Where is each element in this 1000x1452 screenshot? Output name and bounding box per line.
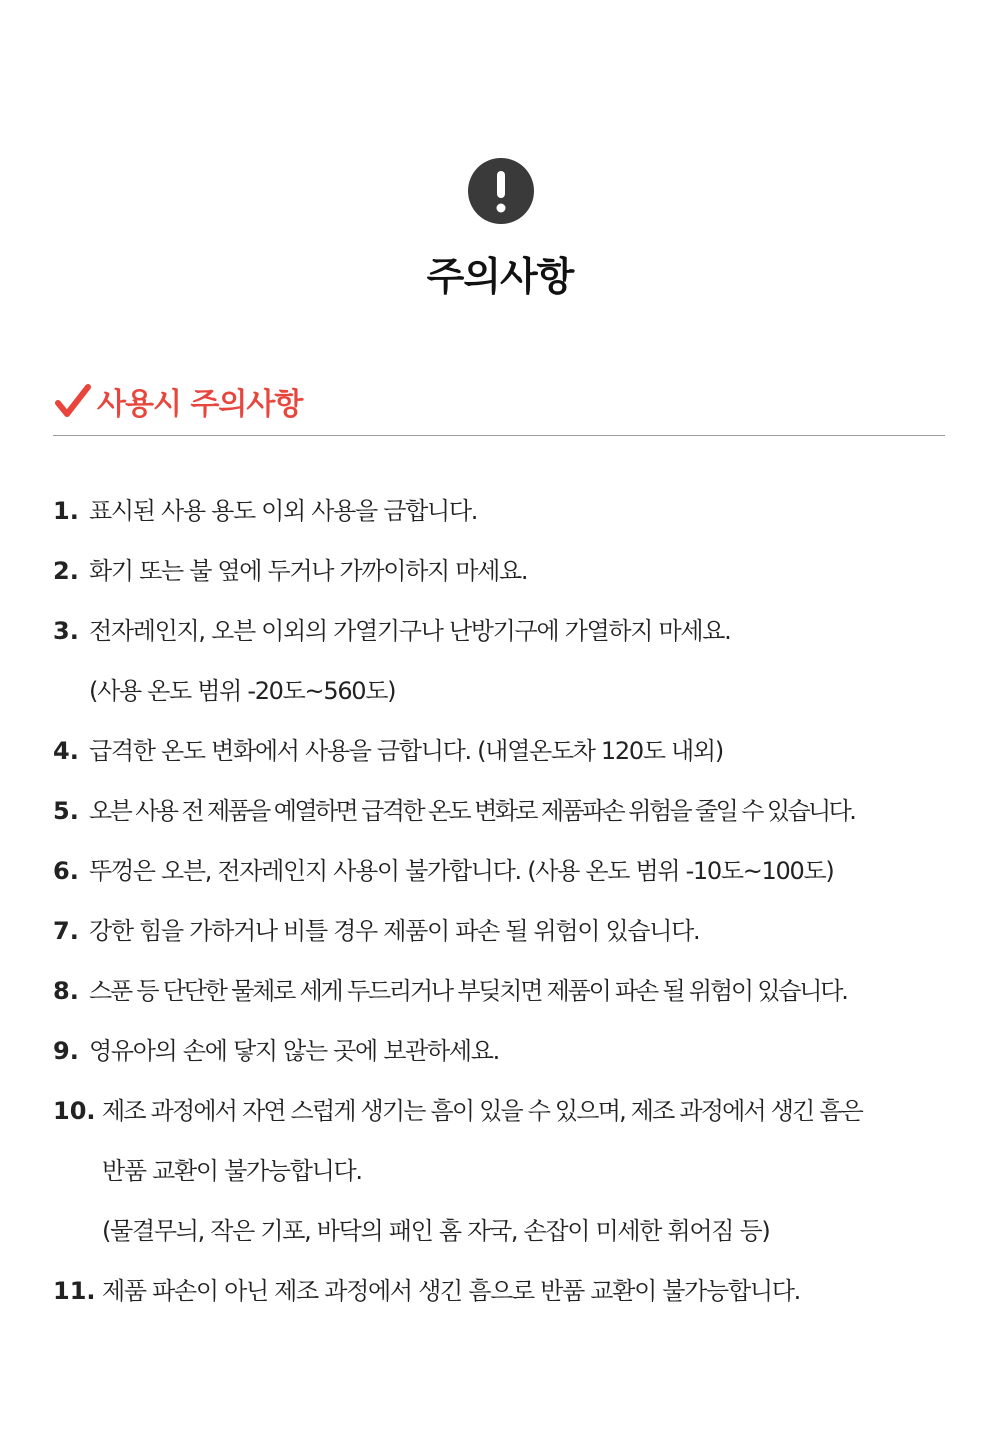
item-number: 3.	[53, 617, 79, 645]
exclamation-circle-icon	[468, 158, 534, 224]
item-number: 5.	[53, 797, 79, 825]
item-number: 2.	[53, 557, 79, 585]
item-number: 8.	[53, 977, 79, 1005]
section-title: 사용시 주의사항	[97, 387, 303, 422]
item-number: 7.	[53, 917, 79, 945]
item-text: 화기 또는 불 옆에 두거나 가까이하지 마세요.	[89, 557, 528, 585]
page-title: 주의사항	[426, 255, 574, 300]
item-text: 영유아의 손에 닿지 않는 곳에 보관하세요.	[89, 1037, 500, 1065]
item-number: 1.	[53, 497, 79, 525]
item-text: 제품 파손이 아닌 제조 과정에서 생긴 흠으로 반품 교환이 불가능합니다.	[102, 1277, 800, 1305]
section-header	[55, 376, 302, 426]
item-number: 10.	[53, 1097, 96, 1125]
item-text: 스푼 등 단단한 물체로 세게 두드리거나 부딪치면 제품이 파손 될 위험이 있습니다.	[89, 977, 847, 1005]
item-number: 11.	[53, 1277, 96, 1305]
item-text: 뚜껑은 오븐, 전자레인지 사용이 불가합니다. (사용 온도 범위 -10도~100도)	[89, 857, 834, 885]
checkmark-icon	[55, 384, 91, 418]
item-number: 6.	[53, 857, 79, 885]
item-text: 전자레인지, 오븐 이외의 가열기구나 난방기구에 가열하지 마세요.	[89, 617, 731, 645]
item-text: 급격한 온도 변화에서 사용을 금합니다. (내열온도차 120도 내외)	[89, 737, 723, 765]
item-text: (사용 온도 범위 -20도~560도)	[89, 677, 396, 705]
item-text: 오븐 사용 전 제품을 예열하면 급격한 온도 변화로 제품파손 위험을 줄일 수 있습니다.	[89, 797, 855, 825]
item-text: 반품 교환이 불가능합니다.	[102, 1157, 362, 1185]
item-number: 4.	[53, 737, 79, 765]
item-text: 표시된 사용 용도 이외 사용을 금합니다.	[89, 497, 478, 525]
item-text: 제조 과정에서 자연 스럽게 생기는 흠이 있을 수 있으며, 제조 과정에서 생긴 흠은	[102, 1097, 863, 1125]
item-text: (물결무늬, 작은 기포, 바닥의 패인 홈 자국, 손잡이 미세한 휘어짐 등)	[102, 1217, 770, 1245]
item-number: 9.	[53, 1037, 79, 1065]
item-text: 강한 힘을 가하거나 비틀 경우 제품이 파손 될 위험이 있습니다.	[89, 917, 700, 945]
section-divider	[53, 435, 945, 436]
